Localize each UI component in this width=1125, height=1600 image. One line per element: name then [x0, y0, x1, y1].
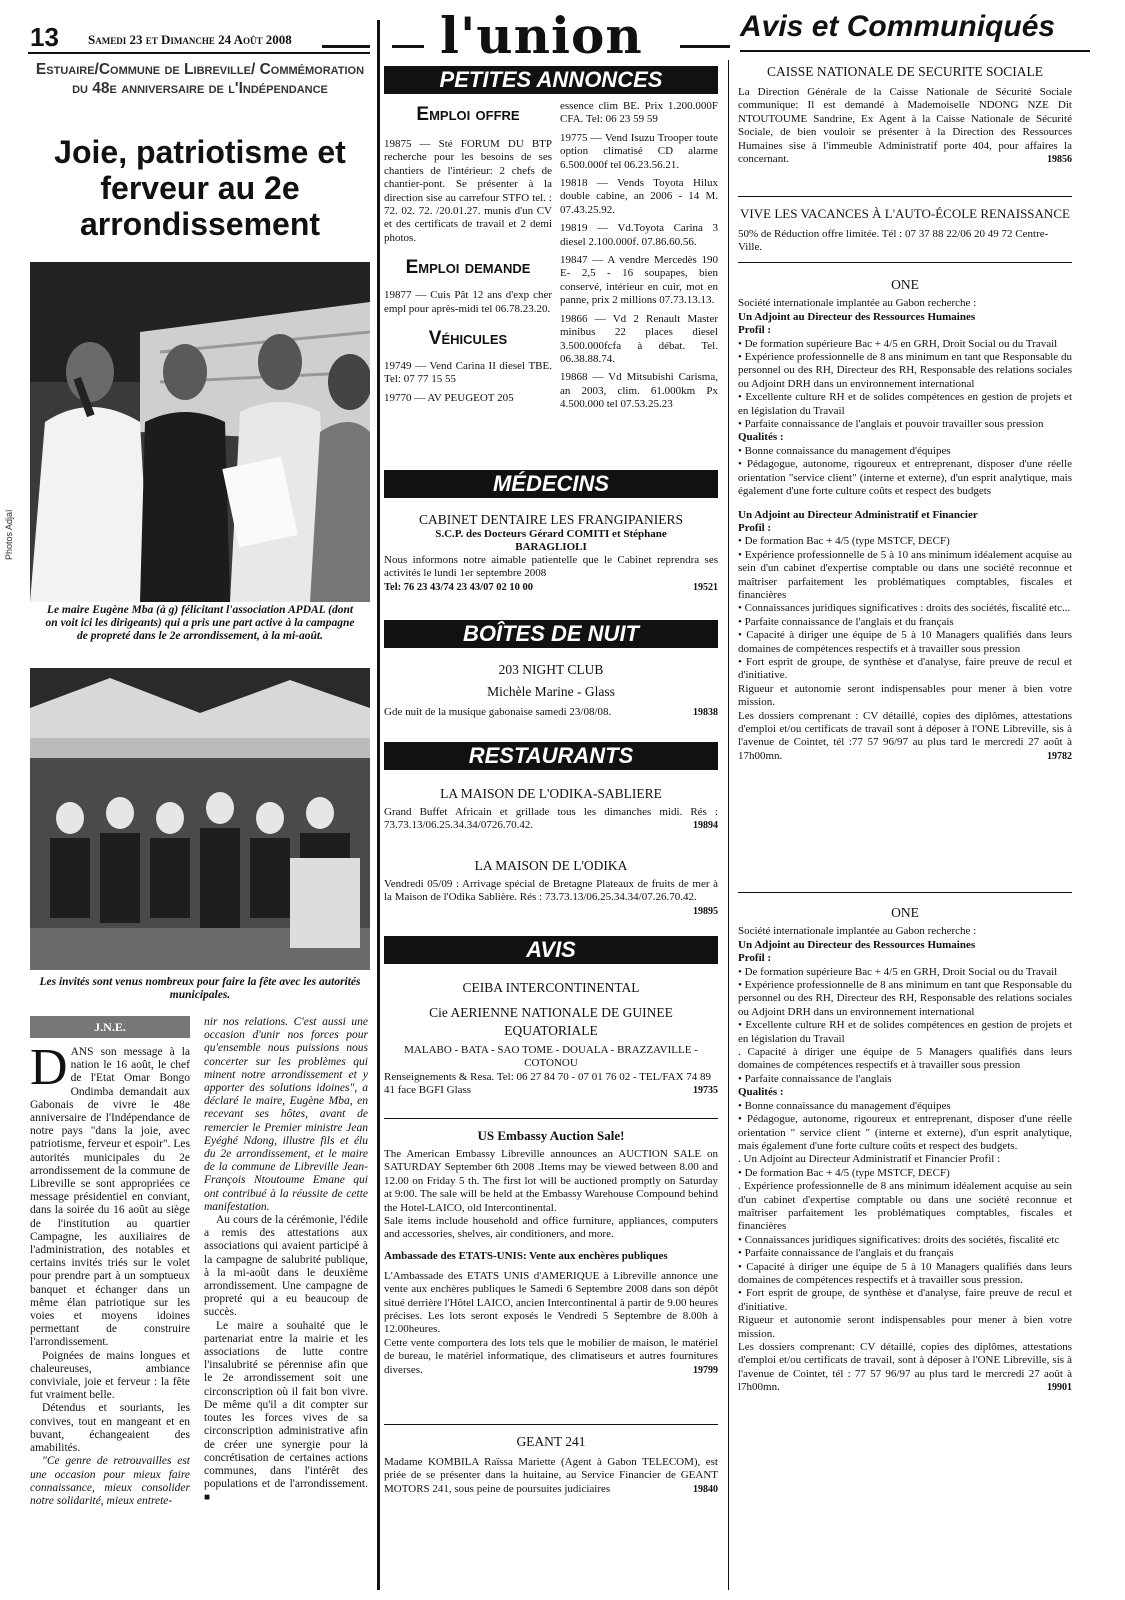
us-embassy-ad: [384, 1128, 718, 1377]
vehicule-ad-1: 19749 — Vend Carina II diesel TBE. Tel: 07 77 15 55: [384, 360, 552, 386]
article-p1: ANS son message à la nation le 16 août, le chef de l'Etat Omar Bongo Ondimba demandait aux Gabonais de vivre le 48e anniversaire de l'Indépendance de notre pays "dans la joie, avec patriotisme, ferveur et espoir". Les autorités municipales du 2e arrondissement de la commune de Libreville se sont appropriées ce message présidentiel en conviant, dans la soirée du 16 août au siège de l'institution au quartier Campagne, les auxiliaires de l'administration, des notables et certains invités triés sur le volet pour prendre part à un somptueux banquet et échanger dans un même élan patriotique sur les voies et moyens idoines permettant de construire l'arrondissement.: [30, 1046, 190, 1349]
article-p6: Au cours de la cérémonie, l'édile a remis des attestations aux associations qui avaient participé à la campagne de salubrité publique, à la mi-août dans le deuxième arrondissement. Une campagne de propreté qui a eu beaucoup de succès.: [204, 1214, 368, 1319]
restaurant-2-ref: 19895: [693, 905, 718, 917]
photo-caption-2: Les invités sont venus nombreux pour faire la fête avec les autorités municipales.: [39, 976, 361, 1001]
one-1-qualites-label: Qualités :: [738, 431, 784, 444]
vehicule-ad-5: 19819 — Vd.Toyota Carina 3 diesel 2.100.000f. 07.86.60.56.: [560, 222, 718, 248]
vehicule-ad-2: 19770 — AV PEUGEOT 205: [384, 391, 514, 404]
one-1-profil2-label: Profil :: [738, 521, 772, 534]
vehicule-ad-3: 19775 — Vend Isuzu Trooper toute option climatisé CD alarme 6.500.000f tel 06.23.56.21.: [560, 131, 718, 171]
one-1-intro: Société internationale implantée au Gabon recherche :: [738, 297, 977, 310]
header-rule-left: [322, 45, 370, 48]
vehicule-ad-8: 19868 — Vd Mitsubishi Carisma, an 2003, clim. 61.000km Px 4.500.000 tel 07.53.25.23: [560, 371, 718, 411]
medecins-bar: MÉDECINS: [384, 470, 718, 498]
medecins-title: CABINET DENTAIRE LES FRANGIPANIERS: [418, 512, 684, 527]
one-1-profil2-7: Rigueur et autonomie seront indispensables pour mener à bien votre mission.: [738, 682, 1072, 709]
vacances-ad: [738, 206, 1072, 255]
one-2-qualite-9: • Fort esprit de groupe, de synthèse et d'analyse, faire preuve de recul et d'initiative.: [738, 1287, 1072, 1313]
emploi-offre-text: 19875 — Sté FORUM DU BTP recherche pour les besoins de ses chantiers de l'intérieur: 2 chefs de chantier-pont. Se présenter à la direction sise au carrefour STFO tel. : 72. 02. 72. /20.01.27. munis d'un CV et des certificats de travail et 2 demi photos.: [384, 138, 552, 244]
one-2-qualites-label: Qualités :: [738, 1086, 784, 1099]
one-1-profil-4: • Parfaite connaissance de l'anglais et pouvoir travailler sous pression: [738, 418, 1044, 431]
ceiba-routes: MALABO - BATA - SAO TOME - DOUALA - BRAZZAVILLE - COTONOU: [404, 1044, 698, 1070]
cnss-title: CAISSE NATIONALE DE SECURITE SOCIALE: [767, 64, 1043, 79]
ceiba-ref: 19735: [693, 1085, 718, 1097]
boites-bar: BOÎTES DE NUIT: [384, 620, 718, 648]
byline-box: [30, 1016, 190, 1038]
byline: J.N.E.: [94, 1020, 126, 1034]
photo-credit: Photos Adjaï: [4, 509, 14, 560]
one-2-qualite-6: • Connaissances juridiques significatives: droits des sociétés, fiscalité etc: [738, 1233, 1060, 1246]
boites-title: 203 NIGHT CLUB: [498, 662, 604, 677]
us-embassy-title: US Embassy Auction Sale!: [477, 1128, 625, 1143]
medecins-ref: 19521: [693, 581, 718, 593]
one-2-post-1: Un Adjoint au Directeur des Ressources Humaines: [738, 938, 976, 951]
one-1-title: ONE: [891, 277, 919, 292]
ceiba-ad: [384, 980, 718, 1098]
photo-mayor-congratulating: [30, 262, 370, 602]
article-p2: Poignées de mains longues et chaleureuses, ambiance conviviale, joie et ferveur : la fête fut vraiment belle.: [30, 1349, 190, 1402]
restaurant-2-text: Vendredi 05/09 : Arrivage spécial de Bretagne Plateaux de fruits de mer à la Maison de l'Odika Sablière. Rés : 73.73.13/06.25.34.34/07.26.70.42.: [384, 878, 718, 904]
header-rule-mid-left: [392, 45, 424, 48]
dropcap: D: [30, 1039, 68, 1096]
ceiba-title: CEIBA INTERCONTINENTAL: [462, 980, 640, 995]
one-2-qualite-11: Les dossiers comprenant: CV détaillé, copies des diplômes, attestations d'emploi et/ou certificats de travail, sont à déposer à l'ONE Libreville, sis à l'avenue de Cointet, tél : 77 57 96/97 au plus tard le mercredi 27 août à l7h00mn.: [738, 1341, 1072, 1394]
one-1-profil-3: • Excellente culture RH et de solides compétences en gestion de projets et en législation du Travail: [738, 391, 1072, 417]
restaurants-bar: RESTAURANTS: [384, 742, 718, 770]
masthead: l'union: [440, 6, 643, 65]
vehicule-ad-6: 19847 — A vendre Mercedès 190 E- 2,5 - 16 soupapes, bien conservé, intérieur en cuir, mot en panne, prix 2 millions 07.73.13.13.: [560, 254, 718, 307]
one-2-title: ONE: [891, 905, 919, 920]
restaurant-1-text: Grand Buffet Africain et grillade tous les dimanches midi. Rés : 73.73.13/06.25.34.34/0726.70.42.: [384, 806, 718, 832]
one-1-profil-2: • Expérience professionnelle de 8 ans minimum en tant que Responsable du personnel ou des RH, Directeur des RH, Responsable des relations sociales ou Adjoint DRH dans un environnement international: [738, 351, 1072, 390]
one-2-qualite-3: . Un Adjoint au Directeur Administratif et Financier Profil :: [738, 1153, 1001, 1166]
geant-text: Madame KOMBILA Raïssa Mariette (Agent à Gabon TELECOM), est priée de se présenter dans la huitaine, au Service Financier de GEANT MOTORS 241, sous peine de poursuites judiciaires: [384, 1456, 718, 1495]
right-divider-2: [738, 262, 1072, 263]
ambassade-title: Ambassade des ETATS-UNIS: Vente aux enchères publiques: [384, 1249, 668, 1262]
one-2-qualite-7: • Parfaite connaissance de l'anglais et du français: [738, 1247, 954, 1260]
medecins-text: Nous informons notre aimable patientelle que le Cabinet reprendra ses activités le lundi 1er septembre 2008: [384, 554, 718, 580]
one-1-post-2: Un Adjoint au Directeur Administratif et Financier: [738, 508, 978, 521]
one-2-profil-3: • Excellente culture RH et de solides compétences en gestion de projets et en législation du Travail: [738, 1019, 1072, 1045]
one-2-qualite-4: • De formation Bac + 4/5 (type MSTCF, DECF): [738, 1166, 950, 1179]
medecins-tel: Tel: 76 23 43/74 23 43/07 02 10 00: [384, 581, 533, 593]
right-divider-1: [738, 196, 1072, 197]
boites-subtitle: Michèle Marine - Glass: [487, 684, 615, 699]
right-divider-3: [738, 892, 1072, 893]
pa-right-col: [560, 100, 718, 417]
one-1-profil2-4: • Parfaite connaissance de l'anglais et du français: [738, 615, 954, 628]
one-1-qualite-2: • Pédagogue, autonome, rigoureux et entreprenant, disposer d'une réelle orientation "service client" (interne et externe), d'un esprit analytique, mais également d'une forte culture coûts et respect des budgets: [738, 458, 1072, 498]
one-1-post-1: Un Adjoint au Directeur des Ressources Humaines: [738, 310, 976, 323]
header-rule-mid-right: [680, 45, 730, 48]
one-1-profil2-6: • Fort esprit de groupe, de synthèse et d'analyse, faire preuve de recul et d'initiative.: [738, 655, 1072, 682]
article-p4: "Ce genre de retrouvailles est une occasion pour mieux faire connaissance, mieux consolider notre solidarité, mieux entrete-: [30, 1455, 190, 1507]
boites-text: Gde nuit de la musique gabonaise samedi 23/08/08.: [384, 706, 612, 718]
one-ad-1: [738, 278, 1072, 763]
one-2-profil-label: Profil :: [738, 952, 772, 965]
one-2-qualite-8: • Capacité à diriger une équipe de 5 à 10 Managers qualifiés dans leurs domaines de compétences respectifs et à travailler sous pression.: [738, 1260, 1072, 1286]
section-title: Avis et Communiqués: [740, 10, 1056, 43]
issue-date: Samedi 23 et Dimanche 24 Août 2008: [88, 32, 292, 47]
one-2-profil-2: • Expérience professionnelle de 8 ans minimum en tant que Responsable du personnel ou des RH, Directeur des RH, Responsable des relations sociales ou Adjoint DRH dans un environnement international: [738, 979, 1072, 1018]
one-2-qualite-1: • Bonne connaissance du management d'équipes: [738, 1099, 951, 1112]
vehicule-ad-2-cont: essence clim BE. Prix 1.200.000F CFA. Tel: 06 23 59 59: [560, 100, 718, 126]
vehicules-heading: Véhicules: [428, 328, 508, 350]
article-column-2: [204, 1016, 368, 1505]
one-1-profil2-1: • De formation Bac + 4/5 (type MSTCF, DECF): [738, 535, 950, 548]
article-headline: Joie, patriotisme et ferveur au 2e arrondissement: [54, 134, 346, 242]
one-1-qualite-1: • Bonne connaissance du management d'équipes: [738, 444, 951, 457]
article-kicker: Estuaire/Commune de Libreville/ Commémoration du 48e anniversaire de l'Indépendance: [35, 61, 365, 97]
vacances-text: 50% de Réduction offre limitée. Tél : 07 37 88 22/06 20 49 72 Centre-Ville.: [738, 228, 1049, 254]
one-1-profil-1: • De formation supérieure Bac + 4/5 en GRH, Droit Social ou du Travail: [738, 337, 1058, 350]
vehicule-ad-4: 19818 — Vends Toyota Hilux double cabine, an 2006 - 14 M. 07.43.25.92.: [560, 177, 718, 216]
photo-guests-crowd: [30, 668, 370, 970]
boites-ad: [384, 662, 718, 719]
page-number: 13: [30, 22, 59, 52]
ceiba-company: Cie AERIENNE NATIONALE DE GUINEE EQUATORIALE: [429, 1005, 673, 1038]
article-p5: nir nos relations. C'est aussi une occasion d'unir nos forces pour qu'ensemble nous puissions nous concerter sur les problèmes qui minent notre arrondissement et y apporter des solutions idoines", a déclaré le maire, Eugène Mba, en recevant ses hôtes, avant de remercier le Premier ministre Jean Eyéghé Ndong, illustre fils et élu du 2e arrondissement, et le maire de la commune de Libreville Jean-François Ntoutoume Emane qui ont contribué à la réussite de cette manifestation.: [204, 1016, 368, 1213]
restaurant-2-title: LA MAISON DE L'ODIKA: [474, 858, 628, 873]
avis-divider-1: [384, 1118, 718, 1119]
one-1-profil2-2: • Expérience professionnelle de 5 à 10 ans minimum idéalement acquise au sein d'un cabinet d'expertise comptable ou dans une société reconnue et maîtriser parfaitement les problématiques comptables, fiscales et financières: [738, 548, 1072, 601]
one-1-profil2-5: • Capacité à diriger une équipe de 5 à 10 Managers qualifiés dans leurs domaines de compétences respectifs et à travailler sous pression: [738, 629, 1072, 655]
article-p3: Détendus et souriants, les convives, tout en mangeant et en buvant, échangeaient des amabilités.: [30, 1402, 190, 1455]
one-ad-2: [738, 906, 1072, 1395]
ambassade-text-2: Cette vente comportera des lots tels que le mobilier de maison, le matériel de bureau, le matériel informatique, des climatiseurs et autres fournitures diverses.: [384, 1336, 718, 1376]
emploi-demande-text: 19877 — Cuis Pât 12 ans d'exp cher empl pour après-midi tel 06.78.23.20.: [384, 289, 552, 315]
restaurants-ad-1: [384, 786, 718, 833]
column-divider-right: [728, 60, 729, 1590]
one-2-profil-1: • De formation supérieure Bac + 4/5 en GRH, Droit Social ou du Travail: [738, 965, 1058, 978]
medecins-ad: [384, 512, 718, 594]
article-column-1: [30, 1039, 190, 1508]
one-2-ref: 19901: [1047, 1382, 1072, 1394]
boites-ref: 19838: [693, 707, 718, 718]
photo-caption-1: Le maire Eugène Mba (à g) félicitant l'association APDAL (dont on voit ici les dirigeants) qui a pris une part active à la campagne de propreté dans le 2e arrondissement, à la mi-août.: [45, 604, 355, 642]
one-2-qualite-2: • Pédagogue, autonome, rigoureux et entreprenant, disposer d'une réelle orientation " service client " (interne et externe), d'un esprit analytique, mais également d'une forte culture coûts et respect des budgets.: [738, 1113, 1072, 1152]
cnss-ref: 19856: [1047, 154, 1072, 166]
vehicule-ad-7: 19866 — Vd 2 Renault Master minibus 22 places diesel 3.500.000fcfa à débat. Tel. 06.38.88.74.: [560, 312, 718, 365]
restaurant-1-ref: 19894: [693, 820, 718, 832]
cnss-text: La Direction Générale de la Caisse Nationale de Sécurité Sociale communique: Il est demandé à Mademoiselle NDONG NZE Dit NTOUTOUME Sandrine, Ex Agent à la Caisse Nationale de Sécurité Sociale, de bien vouloir se présenter à la Direction des Ressources Humaines sise à l'immeuble Administratif porte 404, pour affaires la concernant.: [738, 86, 1072, 166]
one-1-profil-label: Profil :: [738, 324, 772, 337]
header-underline: [28, 52, 370, 54]
one-2-qualite-10: Rigueur et autonomie seront indispensables pour mener à bien votre mission.: [738, 1314, 1072, 1340]
avis-divider-2: [384, 1424, 718, 1425]
one-1-profil2-3: • Connaissances juridiques significatives : droits des sociétés, fiscalité etc...: [738, 602, 1071, 615]
one-2-intro: Société internationale implantée au Gabon recherche :: [738, 925, 977, 938]
pa-left-col: [384, 100, 552, 405]
article-p7: Le maire a souhaité que le partenariat entre la mairie et les associations de lutte contre l'insalubrité se pérennise afin que le 2e arrondissement soit une circonscription où il fait bon vivre. De même qu'il a dit compter sur toutes les forces vives de sa circonscription administrative afin de créer une synergie pour la concrétisation de certaines actions communes, dans l'intérêt des populations et de l'arrondissement. ■: [204, 1319, 368, 1504]
vacances-title: VIVE LES VACANCES À L'AUTO-ÉCOLE RENAISSANCE: [740, 206, 1070, 221]
emploi-offre-heading: Emploi offre: [416, 104, 520, 125]
us-embassy-text-1: The American Embassy Libreville announces an AUCTION SALE on SATURDAY September 6th 2008 .Items may be viewed between 8.00 and 12.00 on Friday 5 th. The first lot will be auctioned promptly on Saturday at 9:00. The sale will be held at the Embassy Warehouse Compound behind the Hotel-LAICO, old Intercontinental.: [384, 1148, 718, 1214]
cnss-ad: [738, 64, 1072, 166]
restaurant-1-title: LA MAISON DE L'ODIKA-SABLIERE: [440, 786, 662, 801]
restaurants-ad-2: [384, 858, 718, 918]
avis-bar: AVIS: [384, 936, 718, 964]
geant-ref: 19840: [693, 1483, 718, 1495]
emploi-demande-heading: Emploi demande: [405, 257, 531, 279]
one-2-profil-4: . Capacité à diriger une équipe de 5 Managers qualifiés dans leurs domaines de compétences respectifs et à travailler sous pression: [738, 1046, 1072, 1072]
us-embassy-text-2: Sale items include household and office furniture, appliances, computers and accessories, shelves, air conditioners, and more.: [384, 1215, 718, 1241]
geant-ad: [384, 1434, 718, 1496]
column-divider-left: [377, 20, 380, 1590]
one-2-profil-5: • Parfaite connaissance de l'anglais: [738, 1072, 892, 1085]
section-underline: [740, 50, 1090, 52]
ambassade-text-1: L'Ambassade des ETATS UNIS d'AMERIQUE à Libreville annonce une vente aux enchères publiques le Samedi 6 Septembre 2008 dans son dépôt situé derrière l'Hôtel LAICO, ancien Intercontinental à partir de 9.00 heures précises. Les lots seront exposés le Vendredi 5 Septembre de 8.00h à 12.00heures.: [384, 1269, 718, 1336]
ceiba-resa: Renseignements & Resa. Tel: 06 27 84 70 - 07 01 76 02 - TEL/FAX 74 89 41 face BGFI Glass: [384, 1070, 712, 1097]
one-1-profil2-8: Les dossiers comprenant : CV détaillé, copies des diplômes, attestations d'emploi et/ou certificats de travail sont à déposer à l'ONE Libreville, sis à l'avenue de Cointet, tél :77 57 96/97 au plus tard le mercredi 27 août à 17h00mn.: [738, 709, 1072, 762]
one-2-qualite-5: . Expérience professionnelle de 8 ans minimum idéalement acquise au sein d'un cabinet d'expertise comptable ou dans une société reconnue et maîtriser parfaitement les problématiques comptables, fiscales et financières: [738, 1180, 1072, 1233]
ambassade-ref: 19799: [693, 1364, 718, 1376]
medecins-subtitle: S.C.P. des Docteurs Gérard COMITI et Stéphane BARAGLIOLI: [435, 528, 667, 553]
one-1-ref: 19782: [1047, 750, 1072, 762]
geant-title: GEANT 241: [516, 1434, 586, 1449]
petites-annonces-bar: PETITES ANNONCES: [384, 66, 718, 94]
